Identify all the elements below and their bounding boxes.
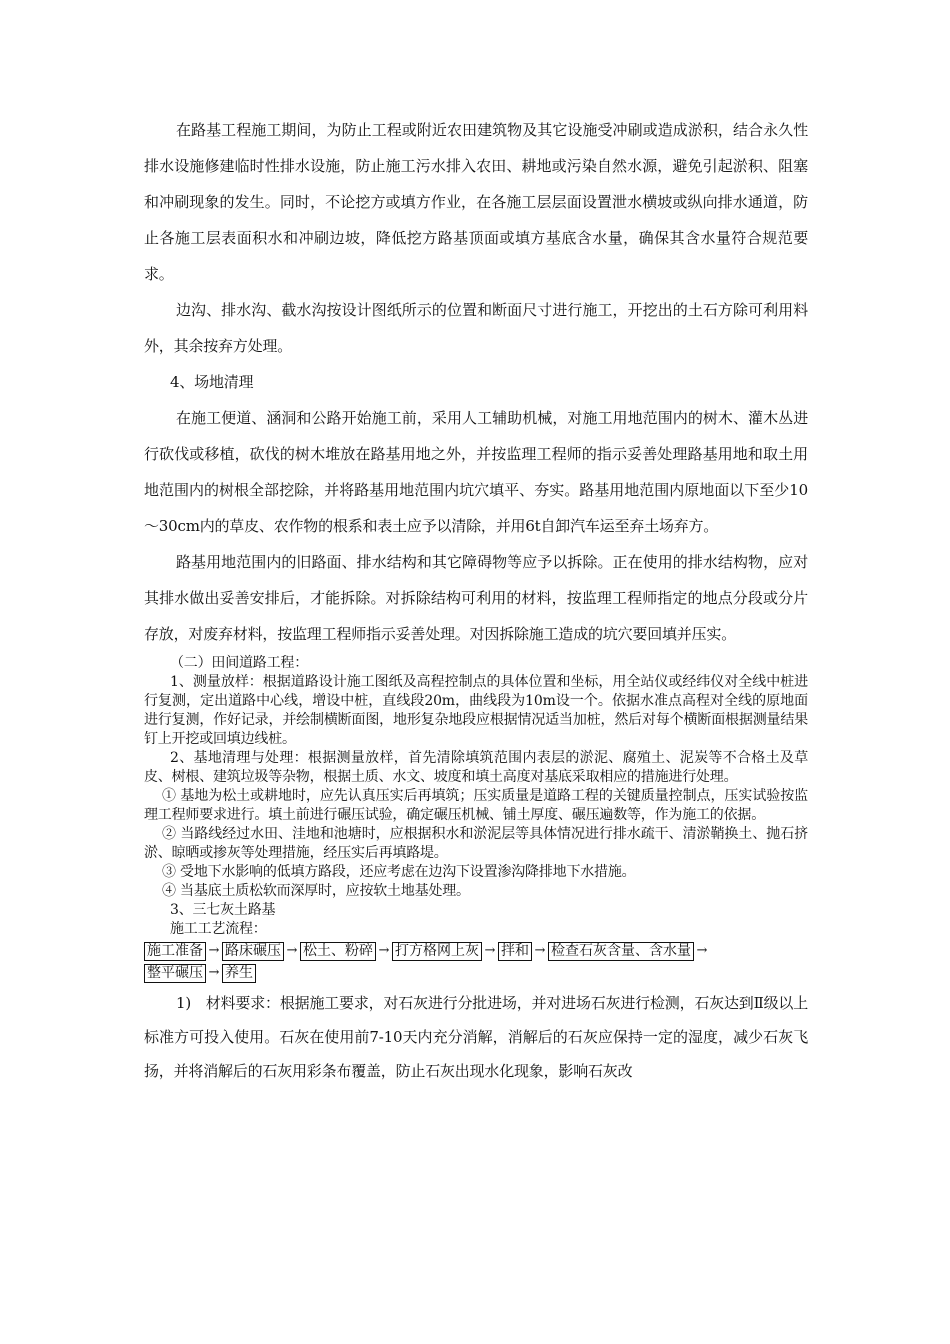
flow-step: 施工准备 [144, 942, 206, 961]
document-body [144, 112, 808, 1088]
arrow-right-icon: → [696, 943, 708, 958]
item-base-clearing: 2、基地清理与处理：根据测量放样，首先清除填筑范围内表层的淤泥、腐殖土、泥炭等不合格土及草皮、树根、建筑垃圾等杂物，根据土质、水文、坡度和填土高度对基底采取相应的措施进行处理。 [144, 750, 808, 785]
flow-step: 路床碾压 [222, 942, 284, 961]
flow-step: 养生 [222, 964, 256, 983]
subitem-4: ④ 当基底土质松软而深厚时，应按软土地基处理。 [162, 883, 470, 899]
arrow-right-icon: → [286, 943, 298, 958]
arrow-right-icon: → [208, 965, 220, 980]
heading-lime-soil: 3、三七灰土路基 [170, 902, 276, 918]
heading-site-clearing: 4、场地清理 [170, 373, 254, 391]
subitem-3: ③ 受地下水影响的低填方路段，还应考虑在边沟下设置渗沟降排地下水措施。 [162, 864, 636, 880]
flow-row-1 [144, 940, 808, 962]
flow-step: 打方格网上灰 [392, 942, 482, 961]
flow-step: 检查石灰含量、含水量 [548, 942, 694, 961]
flow-step: 松土、粉碎 [300, 942, 376, 961]
flow-step: 拌和 [498, 942, 532, 961]
subitem-2: ② 当路线经过水田、洼地和池塘时，应根据积水和淤泥层等具体情况进行排水疏干、清淤鞘换土、抛石挤淤、晾晒或掺灰等处理措施，经压实后再填路堤。 [144, 826, 808, 861]
flow-label: 施工工艺流程： [170, 921, 267, 937]
paragraph-drainage: 在路基工程施工期间，为防止工程或附近农田建筑物及其它设施受冲刷或造成淤积，结合永久性排水设施修建临时性排水设施，防止施工污水排入农田、耕地或污染自然水源，避免引起淤积、阻塞和冲刷现象的发生。同时，不论挖方或填方作业，在各施工层层面设置泄水横坡或纵向排水通道，防止各施工层表面积水和冲刷边坡，降低挖方路基顶面或填方基底含水量，确保其含水量符合规范要求。 [144, 121, 808, 283]
process-flowchart [144, 940, 808, 984]
flow-row-2 [144, 962, 808, 984]
paragraph-clearing: 在施工便道、涵洞和公路开始施工前，采用人工辅助机械，对施工用地范围内的树木、灌木丛进行砍伐或移植，砍伐的树木堆放在路基用地之外，并按监理工程师的指示妥善处理路基用地和取土用地范围内的树根全部挖除，并将路基用地范围内坑穴填平、夯实。路基用地范围内原地面以下至少10～30cm内的草皮、农作物的根系和表土应予以清除，并用6t自卸汽车运至弃土场弃方。 [144, 409, 808, 535]
subitem-1: ① 基地为松土或耕地时，应先认真压实后再填筑；压实质量是道路工程的关键质量控制点，压实试验按监理工程师要求进行。填土前进行碾压试验，确定碾压机械、铺土厚度、碾压遍数等，作为施工的依据。 [144, 788, 808, 823]
arrow-right-icon: → [378, 943, 390, 958]
paragraph-ditches: 边沟、排水沟、截水沟按设计图纸所示的位置和断面尺寸进行施工，开挖出的土石方除可利用料外，其余按弃方处理。 [144, 301, 808, 355]
flow-step: 整平碾压 [144, 964, 206, 983]
paragraph-material-requirements: 1) 材料要求：根据施工要求，对石灰进行分批进场，并对进场石灰进行检测，石灰达到Ⅱ级以上标准方可投入使用。石灰在使用前7-10天内充分消解，消解后的石灰应保持一定的湿度，减少石灰飞扬，并将消解后的石灰用彩条布覆盖，防止石灰出现水化现象，影响石灰改 [144, 994, 808, 1080]
arrow-right-icon: → [208, 943, 220, 958]
arrow-right-icon: → [534, 943, 546, 958]
paragraph-demolition: 路基用地范围内的旧路面、排水结构和其它障碍物等应予以拆除。正在使用的排水结构物，应对其排水做出妥善安排后，才能拆除。对拆除结构可利用的材料，按监理工程师指定的地点分段或分片存放，对废弃材料，按监理工程师指示妥善处理。对因拆除施工造成的坑穴要回填并压实。 [144, 553, 808, 643]
arrow-right-icon: → [484, 943, 496, 958]
item-survey: 1、测量放样：根据道路设计施工图纸及高程控制点的具体位置和坐标，用全站仪或经纬仪对全线中桩进行复测，定出道路中心线，增设中桩，直线段20m，曲线段为10m设一个。依据水准点高程对全线的原地面进行复测，作好记录，并绘制横断面图，地形复杂地段应根据情况适当加桩，然后对每个横断面根据测量结果钉上开挖或回填边线桩。 [144, 674, 808, 747]
heading-field-road: （二）田间道路工程： [170, 655, 308, 671]
